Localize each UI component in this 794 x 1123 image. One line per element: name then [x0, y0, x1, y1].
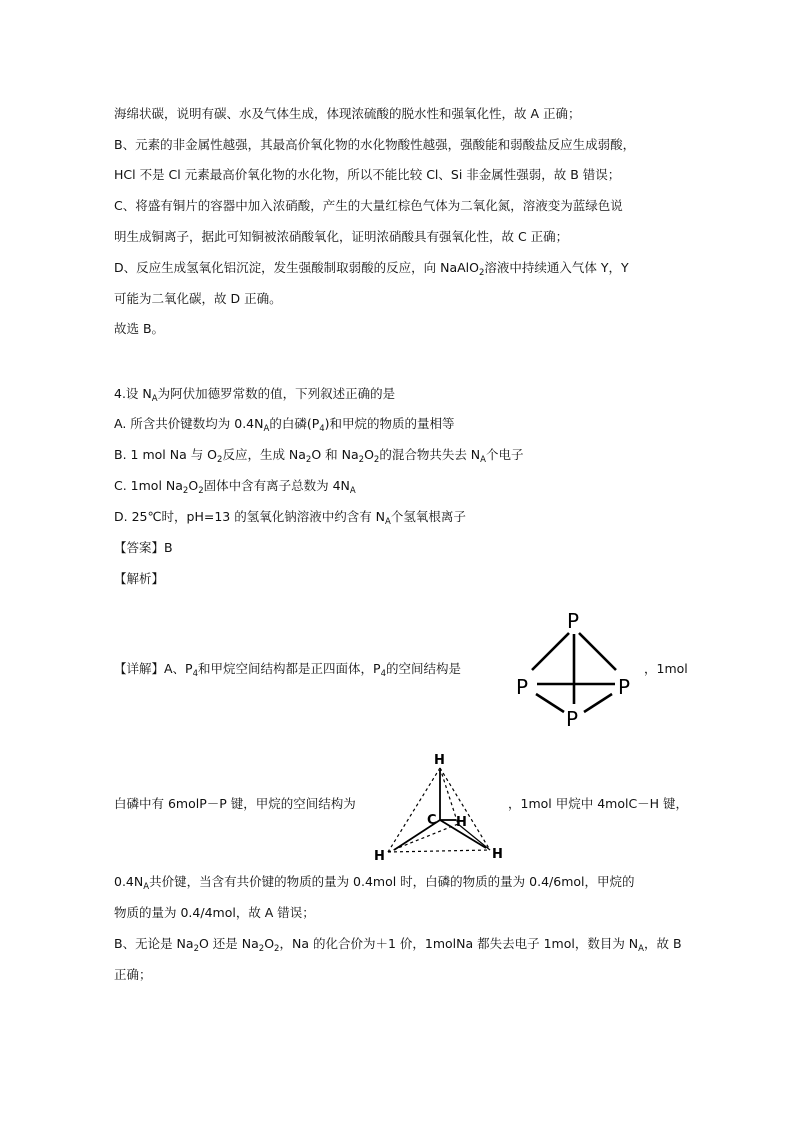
h-atom: H	[492, 847, 503, 862]
edge	[388, 850, 490, 852]
detail-line: 白磷中有 6molP－P 键，甲烷的空间结构为	[114, 796, 356, 811]
p-atom: P	[566, 707, 579, 731]
text-run: 溶液中持续通入气体 Y，Y	[484, 260, 629, 275]
methane-structure	[370, 748, 510, 866]
text-run: 为阿伏加德罗常数的值，下列叙述正确的是	[157, 386, 396, 401]
bond	[532, 633, 569, 670]
detail-line: 【详解】A、$P_4$和甲烷空间结构都是正四面体，$P_4$的空间结构是	[114, 661, 461, 679]
text-line: 海绵状碳，说明有碳、水及气体生成，体现浓硫酸的脱水性和强氧化性，故 A 正确；	[114, 106, 581, 121]
edge	[388, 768, 440, 852]
text-line: B、元素的非金属性越强，其最高价氧化物的水化物酸性越强，强酸能和弱酸盐反应生成弱酸，	[114, 137, 636, 152]
h-atom: H	[434, 753, 445, 768]
h-atom: H	[374, 849, 385, 864]
white-phosphorus-structure	[508, 608, 644, 732]
detail-line: B、无论是 $Na_2O$ 还是 $Na_2O_2$，Na 的化合价为＋1 价，1molNa 都失去电子 1mol，数目为 $N_A$，故 B	[114, 936, 682, 954]
text-line	[114, 259, 629, 279]
ch4-outline	[388, 768, 490, 852]
bond	[536, 694, 564, 712]
text-run: 4.设 N	[114, 386, 152, 401]
ch-bonds	[394, 770, 486, 850]
p-atom: P	[516, 675, 529, 699]
text-line: 明生成铜离子，据此可知铜被浓硝酸氧化，证明浓硝酸具有强氧化性，故 C 正确；	[114, 229, 569, 244]
detail-line: 物质的量为 0.4/4mol，故 A 错误；	[114, 905, 315, 920]
option-c: C. 1mol $Na_2O_2$固体中含有离子总数为 $4N_A$	[114, 478, 356, 496]
detail-line: $0.4N_A$共价键，当含有共价键的物质的量为 0.4mol 时，白磷的物质的量为 0.4/6mol，甲烷的	[114, 874, 635, 892]
answer: 【答案】B	[114, 540, 173, 555]
text-line: HCl 不是 Cl 元素最高价氧化物的水化物，所以不能比较 Cl、Si 非金属性强弱，故 B 错误；	[114, 167, 621, 182]
p-atom: P	[618, 675, 631, 699]
detail-line-end: ，1mol	[644, 661, 688, 676]
text-run: D、反应生成氢氧化铝沉淀，发生强酸制取弱酸的反应，向 NaAlO	[114, 260, 479, 275]
detail-line: 正确；	[114, 967, 152, 982]
edge	[440, 768, 490, 850]
p4-bonds	[532, 633, 616, 712]
question-stem	[114, 385, 395, 405]
option-d: D. 25℃时，pH=13 的氢氧化钠溶液中约含有 $N_A$个氢氧根离子	[114, 509, 466, 527]
c-atom: C	[427, 813, 437, 828]
subscript: 2	[478, 268, 485, 278]
subscript: A	[151, 394, 158, 404]
text-line: C、将盛有铜片的容器中加入浓硝酸，产生的大量红棕色气体为二氧化氮，溶液变为蓝绿色说	[114, 198, 623, 213]
detail-line-end: ，1mol 甲烷中 4molC－H 键，	[508, 796, 689, 811]
text-line: 可能为二氧化碳，故 D 正确。	[114, 291, 282, 306]
analysis-heading: 【解析】	[114, 571, 165, 586]
text-line: 故选 B。	[114, 321, 165, 336]
option-a: A. 所含共价键数均为 $0.4N_A$的白磷$(P_4)$和甲烷的物质的量相等	[114, 416, 455, 434]
p-atom: P	[567, 609, 580, 633]
bond	[579, 633, 616, 670]
h-atom: H	[456, 815, 467, 830]
option-b: B. 1 mol Na 与 $O_2$反应，生成 $Na_2O$ 和 $Na_2O_2$的混合物共失去 $N_A$个电子	[114, 447, 524, 465]
bond	[584, 694, 612, 712]
